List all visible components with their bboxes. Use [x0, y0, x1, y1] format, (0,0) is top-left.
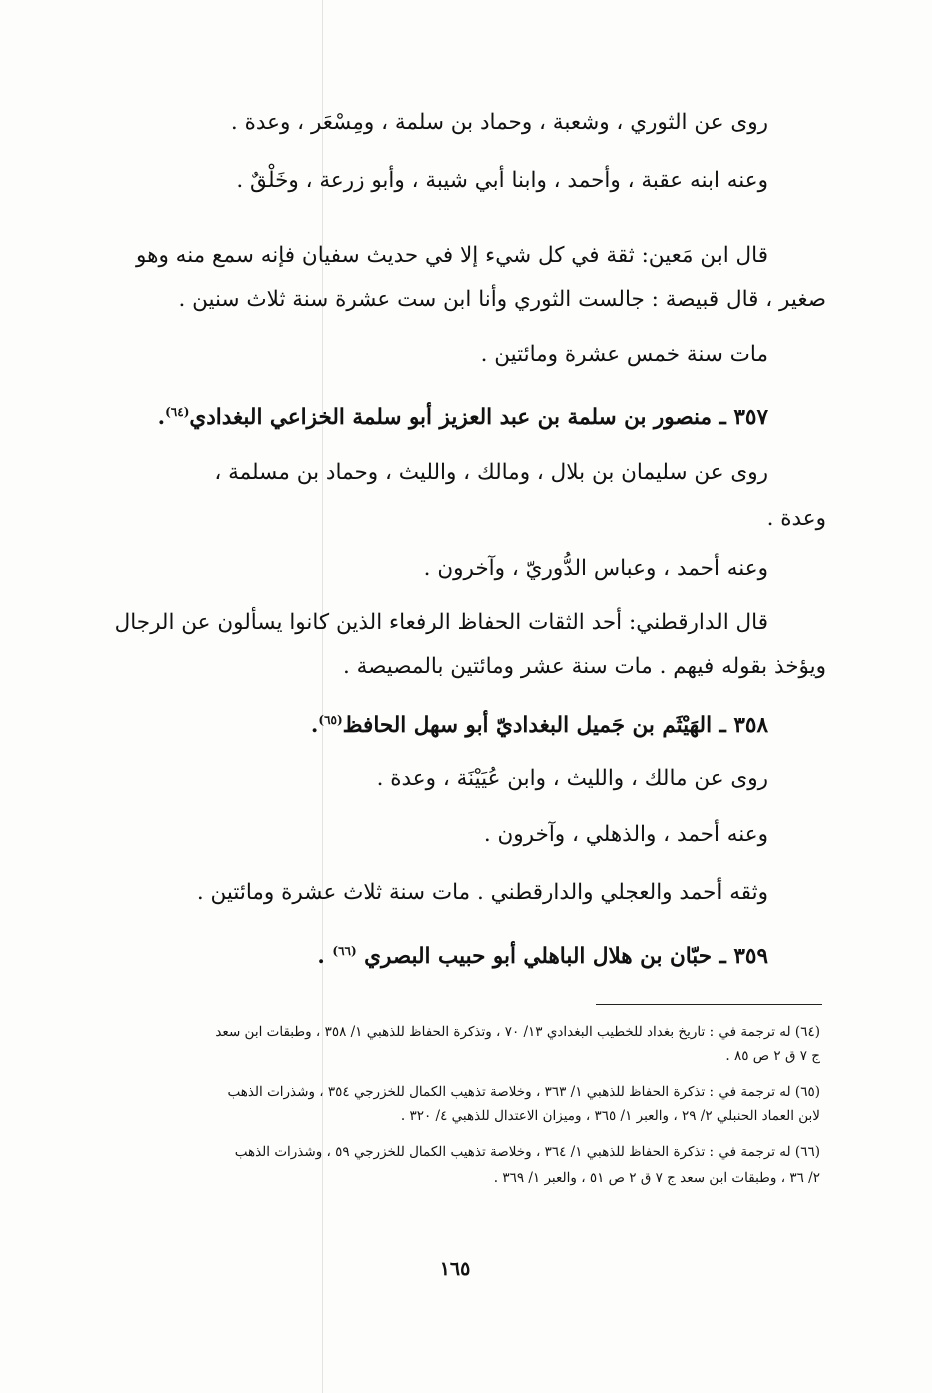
page-fold-line	[322, 0, 323, 1393]
text-line: ويؤخذ بقوله فيهم . مات سنة عشر ومائتين بالمصيصة .	[342, 654, 826, 679]
text-line: مات سنة خمس عشرة ومائتين .	[480, 342, 768, 367]
text-line: وعنه ابنه عقبة ، وأحمد ، وابنا أبي شيبة ، وأبو زرعة ، وخَلْقٌ .	[236, 168, 768, 193]
page-number: ١٦٥	[439, 1258, 471, 1280]
footnote-66-continued: ٢/ ٣٦ ، وطبقات ابن سعد ج ٧ ق ٢ ص ٥١ ، والعبر ١/ ٣٦٩ .	[493, 1170, 820, 1186]
entry-title: ٣٥٨ ـ الهَيْثَم بن جَميل البغداديّ أبو سهل الحافظ	[342, 713, 768, 739]
text-line: قال ابن مَعين: ثقة في كل شيء إلا في حديث سفيان فإنه سمع منه وهو	[136, 243, 768, 268]
text-line: قال الدارقطني: أحد الثقات الحفاظ الرفعاء الذين كانوا يسألون عن الرجال	[114, 610, 768, 635]
entry-end: .	[317, 944, 333, 970]
text-line: وثقه أحمد والعجلي والدارقطني . مات سنة ثلاث عشرة ومائتين .	[196, 880, 768, 905]
entry-title: ٣٥٧ ـ منصور بن سلمة بن عبد العزيز أبو سلمة الخزاعي البغدادي	[189, 405, 768, 431]
text-line: روى عن الثوري ، وشعبة ، وحماد بن سلمة ، ومِسْعَر ، وعدة .	[230, 110, 768, 135]
footnote-64: (٦٤) له ترجمة في : تاريخ بغداد للخطيب البغدادي ١٣/ ٧٠ ، وتذكرة الحفاظ للذهبي ١/ ٣٥٨ ، وطبقات ابن سعد	[215, 1024, 820, 1040]
footnote-65: (٦٥) له ترجمة في : تذكرة الحفاظ للذهبي ١/ ٣٦٣ ، وخلاصة تذهيب الكمال للخزرجي ٣٥٤ ، وشذرات الذهب	[227, 1084, 820, 1100]
footnote-66: (٦٦) له ترجمة في : تذكرة الحفاظ للذهبي ١/ ٣٦٤ ، وخلاصة تذهيب الكمال للخزرجي ٥٩ ، وشذرات الذهب	[234, 1144, 820, 1160]
footnote-65-continued: لابن العماد الحنبلي ٢/ ٢٩ ، والعبر ١/ ٣٦٥ ، وميزان الاعتدال للذهبي ٤/ ٣٢٠ .	[400, 1108, 820, 1124]
text-line: روى عن سليمان بن بلال ، ومالك ، والليث ، وحماد بن مسلمة ،	[214, 460, 768, 485]
text-line: وعنه أحمد ، وعباس الدُّوريّ ، وآخرون .	[423, 556, 768, 581]
text-line: وعنه أحمد ، والذهلي ، وآخرون .	[483, 822, 768, 847]
entry-heading-359	[317, 936, 768, 972]
text-line: صغير ، قال قبيصة : جالست الثوري وأنا ابن ست عشرة سنة ثلاث سنين .	[178, 287, 826, 312]
text-line: روى عن مالك ، والليث ، وابن عُيَيْنَة ، وعدة .	[376, 766, 768, 791]
footnote-ref-65: (٦٥)	[318, 713, 343, 727]
entry-heading-358: ٣٥٨ ـ الهَيْثَم بن جَميل البغداديّ أبو سهل الحافظ$^{(٦٥)}$.	[310, 713, 768, 739]
entry-title: ٣٥٩ ـ حبّان بن هلال الباهلي أبو حبيب البصري	[364, 944, 768, 970]
footnote-64-continued: ج ٧ ق ٢ ص ٨٥ .	[725, 1048, 820, 1064]
footnote-ref-66: (٦٦)	[332, 944, 357, 958]
entry-heading-357: ٣٥٧ ـ منصور بن سلمة بن عبد العزيز أبو سلمة الخزاعي البغدادي$^{(٦٤)}$.	[157, 405, 768, 431]
footnote-separator	[596, 1004, 822, 1005]
text-line: وعدة .	[766, 506, 826, 531]
footnote-ref-64: (٦٤)	[165, 405, 190, 419]
